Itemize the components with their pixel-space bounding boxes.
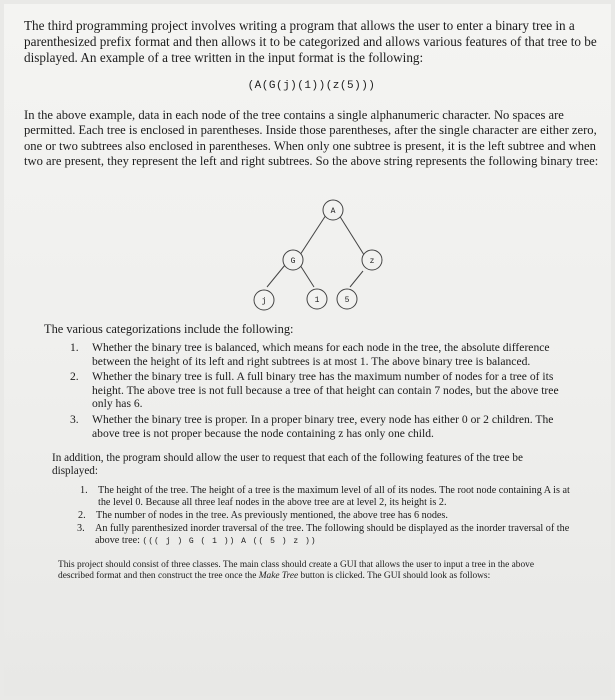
edge-g-j <box>267 265 285 287</box>
list-item-text: The number of nodes in the tree. As previously mentioned, the above tree has 6 nodes. <box>96 510 448 521</box>
example-input-string: (A(G(j)(1))(z(5))) <box>247 80 376 92</box>
categories-list <box>70 341 575 442</box>
list-item <box>80 485 580 509</box>
list-item <box>77 523 580 548</box>
edge-a-g <box>298 215 326 258</box>
list-item <box>70 341 575 368</box>
node-label-g: G <box>290 257 296 266</box>
list-item <box>70 413 575 440</box>
node-label-1: 1 <box>314 296 320 305</box>
binary-tree-diagram <box>244 199 394 311</box>
node-label-z: z <box>369 257 375 266</box>
make-tree-button-name: Make Tree <box>258 571 299 582</box>
addition-paragraph: In addition, the program should allow the user to request that each of the following features of the tree be displayed: <box>52 452 523 477</box>
node-label-5: 5 <box>344 296 350 305</box>
list-item-text: The height of the tree. The height of a tree is the maximum level of all of its nodes. The root node containing A is at the level 0. Because all three leaf nodes in the above tree are at level 2, its height is 2. <box>98 485 570 508</box>
categories-heading: The various categorizations include the following: <box>44 322 294 336</box>
list-item-text: Whether the binary tree is proper. In a proper binary tree, every node has either 0 or 2 children. The above tree is not proper because the node containing z has only one child. <box>92 412 554 440</box>
list-item-number: 2. <box>70 370 79 384</box>
list-item-number: 3. <box>77 523 85 534</box>
list-item-number: 1. <box>70 341 79 354</box>
final-text-end: button is clicked. The GUI should look as follows: <box>300 571 491 582</box>
list-item-text: An fully parenthesized inorder traversal of the tree. The following should be displayed as the inorder traversal of the above tree: <box>95 523 570 546</box>
edge-g-1 <box>300 265 314 287</box>
inorder-traversal-output: ((( j ) G ( 1 )) A (( 5 ) z )) <box>142 537 317 546</box>
list-item-text: Whether the binary tree is balanced, which means for each node in the tree, the absolute difference between the height of its left and right subtrees is at most 1. The above binary tree is balanced. <box>92 341 550 368</box>
document-page <box>4 4 611 696</box>
list-item <box>70 370 575 411</box>
list-item <box>78 510 580 522</box>
node-label-j: j <box>261 297 267 306</box>
final-paragraph <box>58 560 558 583</box>
features-list <box>77 485 580 549</box>
node-label-a: A <box>330 207 336 216</box>
intro-paragraph: The third programming project involves writing a program that allows the user to enter a binary tree in a parenthesized prefix format and then allows it to be categorized and allows various features of that tree to be displayed. An example of a tree written in the input format is the following: <box>24 18 597 65</box>
list-item-number: 3. <box>70 412 79 426</box>
edge-a-z <box>339 215 366 258</box>
final-text-start: This project should consist of three classes. The main class should create a GUI that allows the user to input a tree in the above described format and then construct the tree once the <box>58 560 534 582</box>
list-item-text: Whether the binary tree is full. A full binary tree has the maximum number of nodes for a tree of its height. The above tree is not full because a tree of that height can contain 7 nodes, but the above tree only has 6. <box>92 370 559 411</box>
list-item-number: 1. <box>80 485 88 496</box>
list-item-number: 2. <box>78 510 86 521</box>
description-paragraph: In the above example, data in each node of the tree contains a single alphanumeric character. No spaces are permitted. Each tree is enclosed in parentheses. Inside those parentheses, after the single character are either zero, one or two subtrees also enclosed in parentheses. When only one subtree is present, it is the left subtree and when two are present, they represent the left and right subtrees. So the above string represents the following binary tree: <box>24 108 599 169</box>
edge-z-5 <box>350 271 363 287</box>
